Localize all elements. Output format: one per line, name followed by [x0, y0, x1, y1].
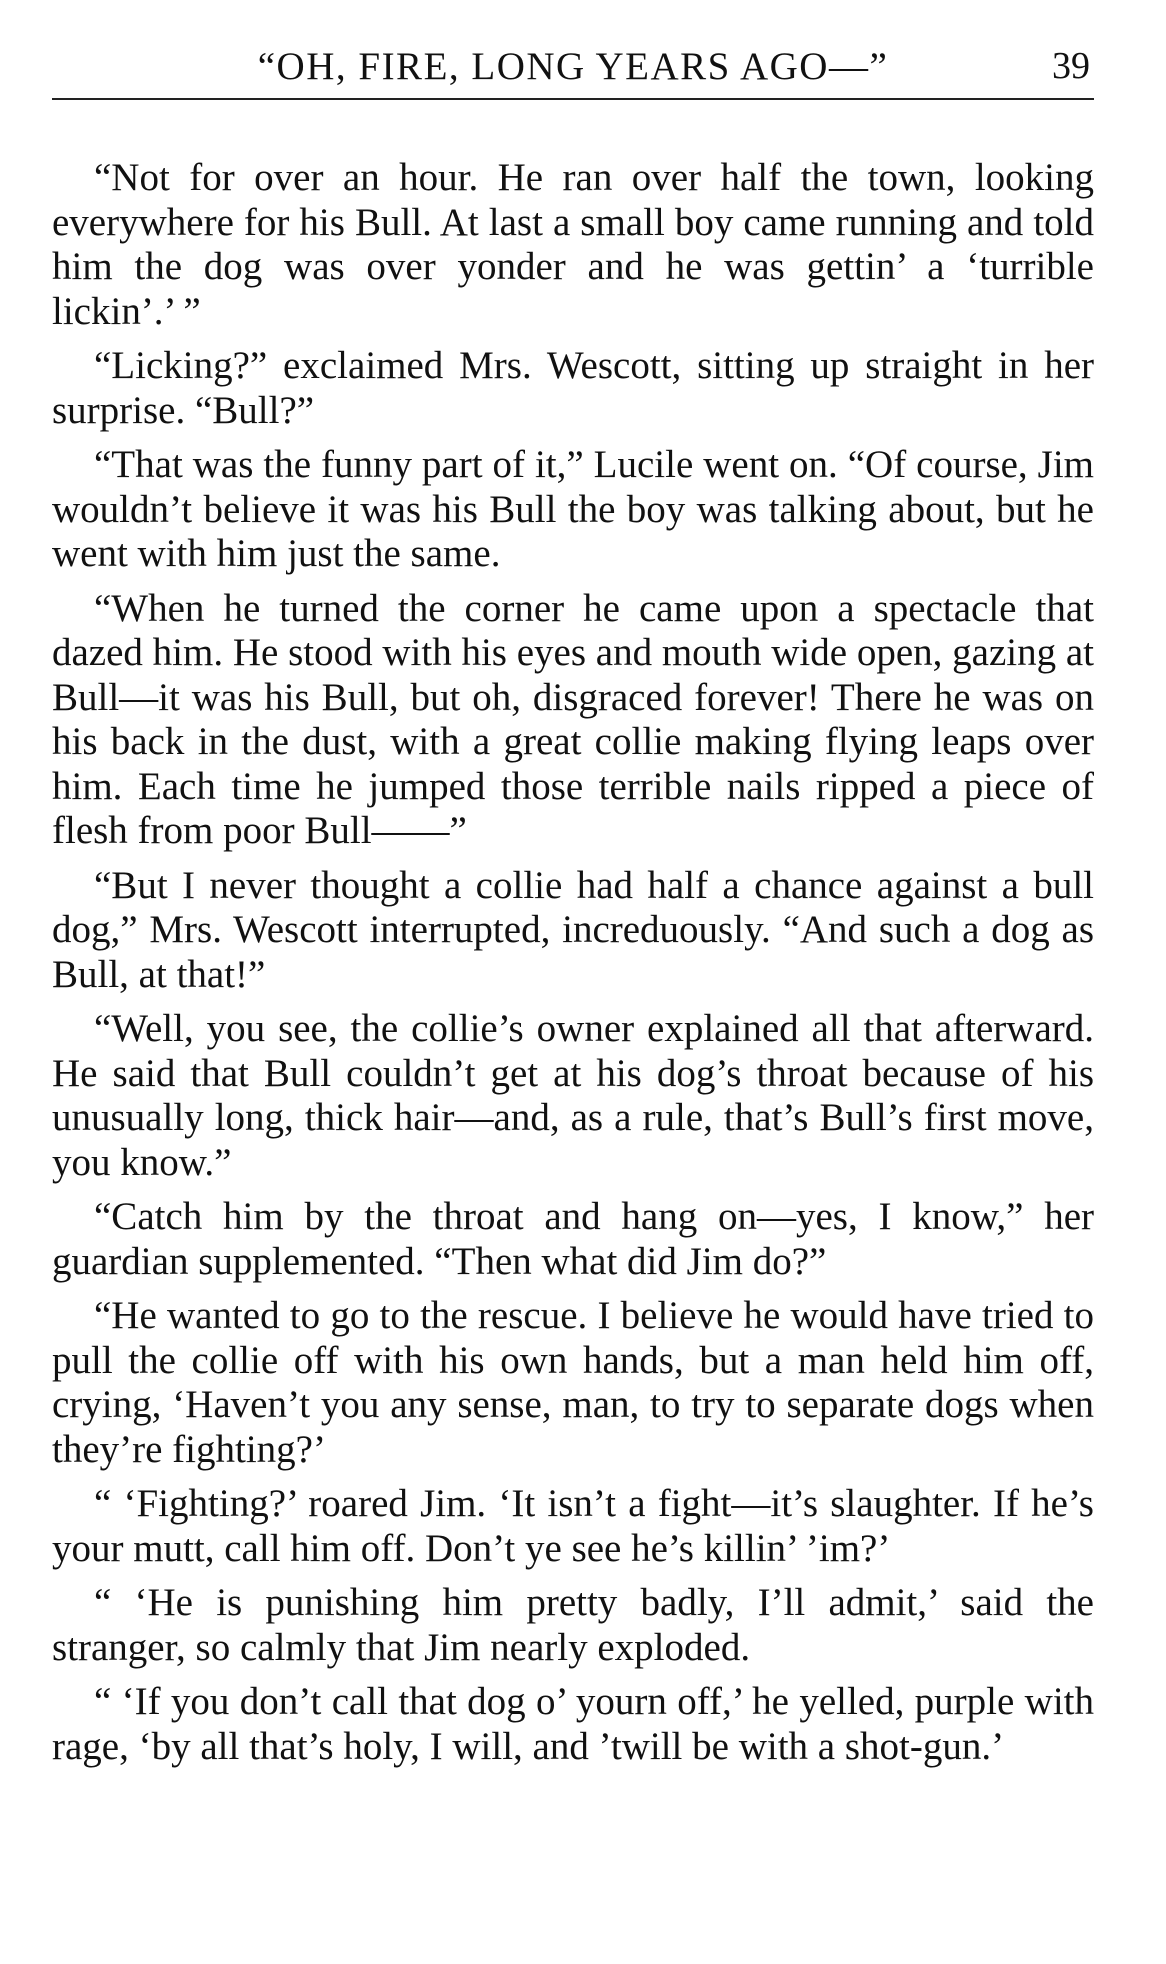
paragraph: “ ‘If you don’t call that dog o’ yourn off,’ he yelled, purple with rage, ‘by all that’s holy, I will, and ’twill be with a shot-gun.’ — [52, 1680, 1094, 1768]
running-header — [52, 40, 1094, 100]
paragraph: “That was the funny part of it,” Lucile went on. “Of course, Jim wouldn’t believe it was his Bull the boy was talking about, but he went with him just the same. — [52, 443, 1094, 575]
book-page — [52, 40, 1094, 1779]
body-text — [52, 156, 1094, 1769]
paragraph: “When he turned the corner he came upon a spectacle that dazed him. He stood with his eyes and mouth wide open, gazing at Bull—it was his Bull, but oh, disgraced forever! There he was on his back in the dust, with a great collie making flying leaps over him. Each time he jumped those terrible nails ripped a piece of flesh from poor Bull——” — [52, 586, 1094, 852]
paragraph: “ ‘Fighting?’ roared Jim. ‘It isn’t a fight—it’s slaughter. If he’s your mutt, call him off. Don’t ye see he’s killin’ ’im?’ — [52, 1482, 1094, 1570]
page-number: 39 — [1052, 45, 1090, 87]
paragraph: “Not for over an hour. He ran over half the town, looking everywhere for his Bull. At last a small boy came running and told him the dog was over yonder and he was gettin’ a ‘turrible lickin’.’ ” — [52, 156, 1094, 333]
paragraph: “Well, you see, the collie’s owner explained all that afterward. He said that Bull couldn’t get at his dog’s throat because of his unusually long, thick hair—and, as a rule, that’s Bull’s first move, you know.” — [52, 1007, 1094, 1184]
running-title: “OH, FIRE, LONG YEARS AGO—” — [257, 45, 889, 88]
paragraph: “He wanted to go to the rescue. I believe he would have tried to pull the collie off with his own hands, but a man held him off, crying, ‘Haven’t you any sense, man, to try to separate dogs when they’re fighting?’ — [52, 1294, 1094, 1471]
paragraph: “Catch him by the throat and hang on—yes, I know,” her guardian supplemented. “Then what did Jim do?” — [52, 1195, 1094, 1283]
paragraph: “ ‘He is punishing him pretty badly, I’ll admit,’ said the stranger, so calmly that Jim nearly exploded. — [52, 1581, 1094, 1669]
paragraph: “Licking?” exclaimed Mrs. Wescott, sitting up straight in her surprise. “Bull?” — [52, 344, 1094, 432]
paragraph: “But I never thought a collie had half a chance against a bull dog,” Mrs. Wescott interrupted, increduously. “And such a dog as Bull, at that!” — [52, 863, 1094, 996]
